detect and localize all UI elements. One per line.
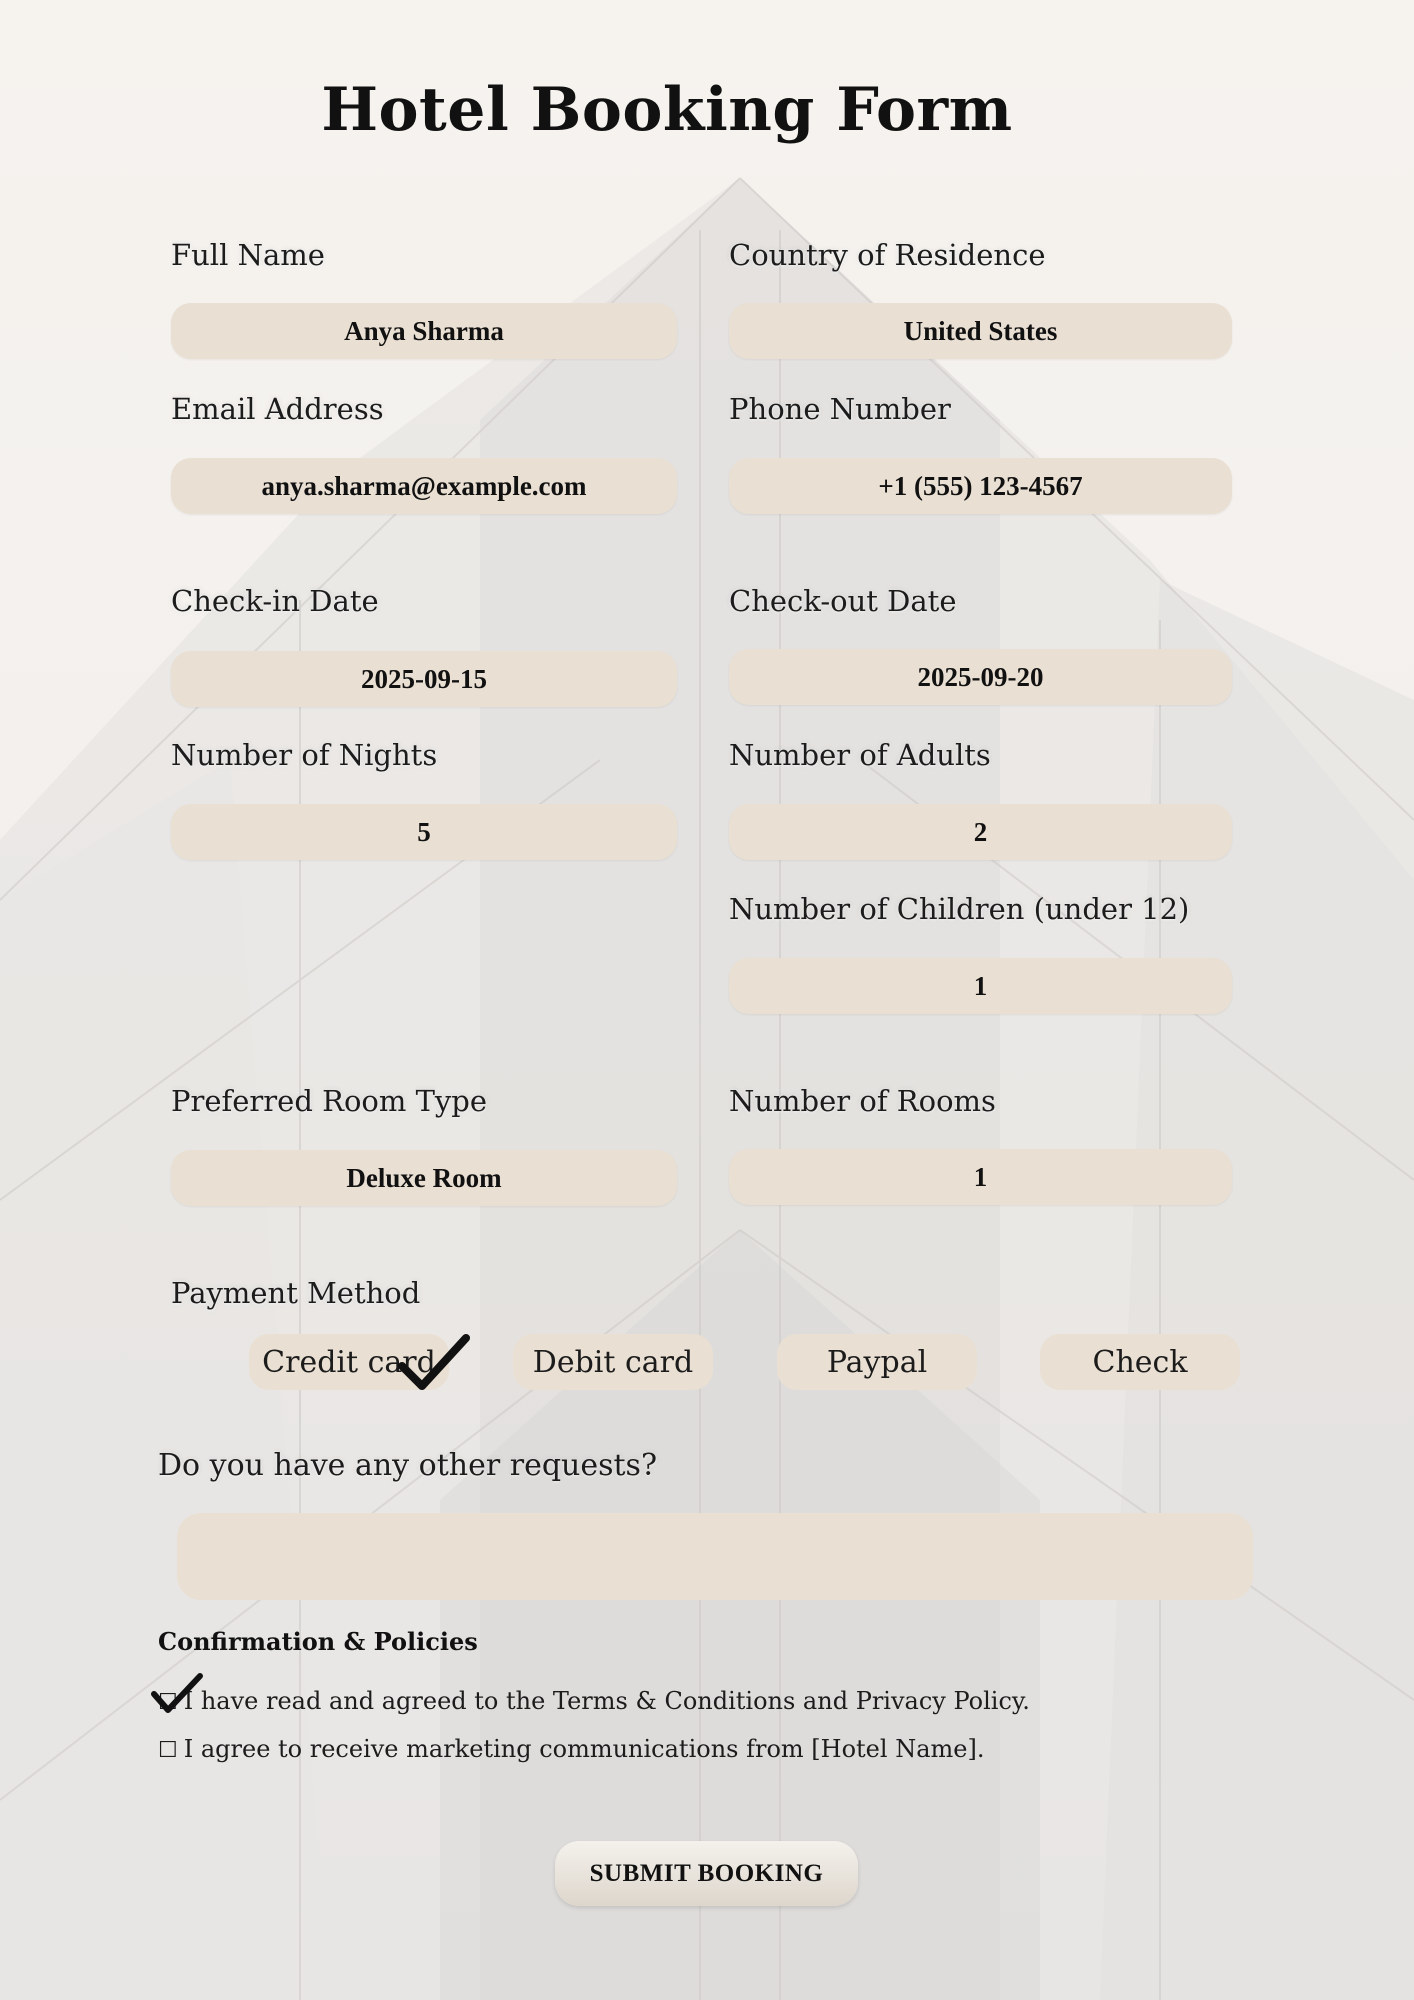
page-title: Hotel Booking Form: [321, 75, 1013, 145]
adults-label: Number of Adults: [729, 738, 991, 772]
policy-terms-text: I have read and agreed to the Terms & Conditions and Privacy Policy.: [183, 1687, 1030, 1715]
room-type-label: Preferred Room Type: [171, 1084, 488, 1118]
checkout-input[interactable]: 2025-09-20: [729, 649, 1232, 705]
checkin-input[interactable]: 2025-09-15: [171, 651, 677, 707]
full-name-label: Full Name: [171, 238, 325, 272]
policy-marketing-text: I agree to receive marketing communications from [Hotel Name].: [183, 1735, 985, 1763]
policy-terms[interactable]: [158, 1687, 1030, 1715]
children-label: Number of Children (under 12): [729, 892, 1190, 926]
email-input[interactable]: anya.sharma@example.com: [171, 458, 677, 514]
children-input[interactable]: 1: [729, 958, 1232, 1014]
requests-label: Do you have any other requests?: [158, 1448, 658, 1483]
checkmark-icon: [398, 1334, 470, 1392]
phone-label: Phone Number: [729, 392, 951, 426]
payment-method-label: Payment Method: [171, 1276, 421, 1310]
nights-label: Number of Nights: [171, 738, 438, 772]
payment-option-debit-card[interactable]: Debit card: [513, 1334, 713, 1390]
nights-input[interactable]: 5: [171, 804, 677, 860]
full-name-input[interactable]: Anya Sharma: [171, 303, 677, 359]
submit-booking-button[interactable]: SUBMIT BOOKING: [555, 1841, 858, 1906]
email-label: Email Address: [171, 392, 384, 426]
payment-option-paypal[interactable]: Paypal: [777, 1334, 977, 1390]
adults-input[interactable]: 2: [729, 804, 1232, 860]
country-label: Country of Residence: [729, 238, 1046, 272]
checkout-label: Check-out Date: [729, 584, 957, 618]
country-input[interactable]: United States: [729, 303, 1232, 359]
requests-textarea[interactable]: [177, 1513, 1253, 1600]
policy-marketing[interactable]: [158, 1735, 984, 1763]
payment-option-check[interactable]: Check: [1040, 1334, 1240, 1390]
rooms-input[interactable]: 1: [729, 1149, 1232, 1205]
rooms-label: Number of Rooms: [729, 1084, 996, 1118]
phone-input[interactable]: +1 (555) 123-4567: [729, 458, 1232, 514]
room-type-input[interactable]: Deluxe Room: [171, 1150, 677, 1206]
checkbox-icon[interactable]: ☐: [158, 1690, 178, 1715]
checkmark-icon: [150, 1672, 204, 1716]
payment-option-credit-card[interactable]: Credit card: [249, 1334, 449, 1390]
checkbox-icon[interactable]: ☐: [158, 1738, 178, 1763]
policies-title: Confirmation & Policies: [158, 1627, 478, 1656]
checkin-label: Check-in Date: [171, 584, 379, 618]
